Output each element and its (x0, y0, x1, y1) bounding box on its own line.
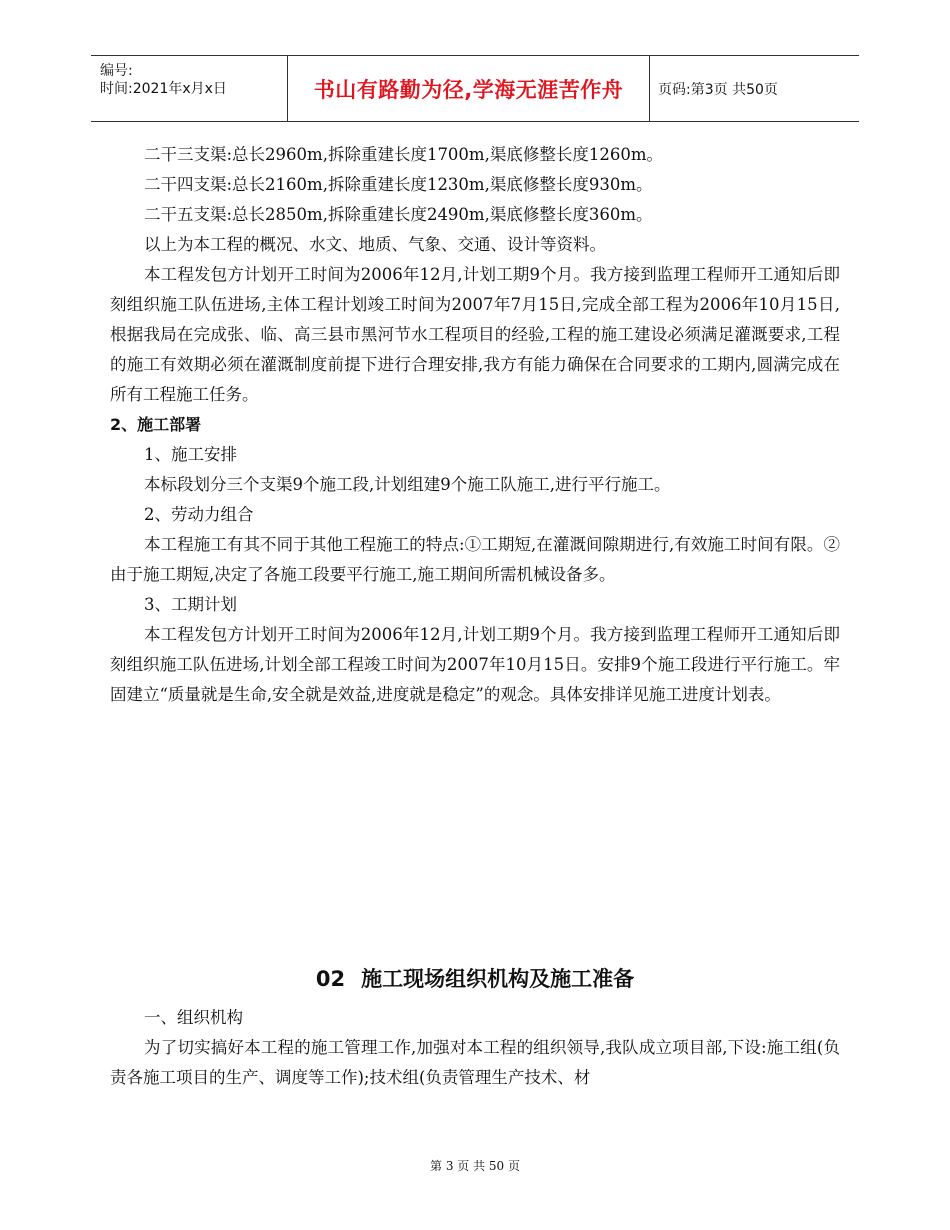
subheading: 1、施工安排 (144, 445, 237, 464)
chapter-number: 02 (315, 967, 346, 991)
page-info: 页码:第3页 共50页 (658, 81, 778, 98)
date-label: 时间:2021年x月x日 (100, 81, 227, 97)
document-body (110, 140, 840, 710)
paragraph: 本标段划分三个支渠9个施工段,计划组建9个施工队施工,进行平行施工。 (144, 475, 671, 494)
page-footer: 第 3 页 共 50 页 (430, 1159, 520, 1173)
paragraph: 本工程发包方计划开工时间为2006年12月,计划工期9个月。我方接到监理工程师开工通知后即刻组织施工队伍进场,主体工程计划竣工时间为2007年7月15日,完成全部工程为2006年10月15日,根据我局在完成张、临、高三县市黑河节水工程项目的经验,工程的施工建设必须满足灌溉要求,工程的施工有效期必须在灌溉制度前提下进行合理安排,我方有能力确保在合同要求的工期内,圆满完成在所有工程施工任务。 (110, 265, 840, 404)
chapter-title (110, 963, 840, 993)
paragraph: 二干三支渠:总长2960m,拆除重建长度1700m,渠底修整长度1260m。 (144, 145, 663, 164)
header-meta (91, 56, 287, 121)
motto: 书山有路勤为径,学海无涯苦作舟 (313, 77, 624, 102)
chapter-title-text: 施工现场组织机构及施工准备 (361, 967, 635, 991)
paragraph: 本工程发包方计划开工时间为2006年12月,计划工期9个月。我方接到监理工程师开工通知后即刻组织施工队伍进场,计划全部工程竣工时间为2007年10月15日。安排9个施工段进行平行施工。牢固建立“质量就是生命,安全就是效益,进度就是稳定”的观念。具体安排详见施工进度计划表。 (110, 625, 840, 704)
paragraph: 为了切实搞好本工程的施工管理工作,加强对本工程的组织领导,我队成立项目部,下设:施工组(负责各施工项目的生产、调度等工作);技术组(负责管理生产技术、材 (110, 1038, 840, 1087)
subheading: 一、组织机构 (144, 1008, 243, 1027)
page-header (91, 55, 859, 122)
subheading: 2、劳动力组合 (144, 505, 254, 524)
chapter-body (110, 1003, 840, 1093)
paragraph: 以上为本工程的概况、水文、地质、气象、交通、设计等资料。 (144, 235, 606, 254)
paragraph: 本工程施工有其不同于其他工程施工的特点:①工期短,在灌溉间隙期进行,有效施工时间有限。②由于施工期短,决定了各施工段要平行施工,施工期间所需机械设备多。 (110, 535, 840, 584)
serial-label: 编号: (100, 63, 133, 79)
header-page-info (650, 56, 859, 121)
section-heading: 2、施工部署 (110, 415, 202, 434)
subheading: 3、工期计划 (144, 595, 237, 614)
paragraph: 二干五支渠:总长2850m,拆除重建长度2490m,渠底修整长度360m。 (144, 205, 653, 224)
paragraph: 二干四支渠:总长2160m,拆除重建长度1230m,渠底修整长度930m。 (144, 175, 653, 194)
header-motto-cell (287, 56, 650, 121)
